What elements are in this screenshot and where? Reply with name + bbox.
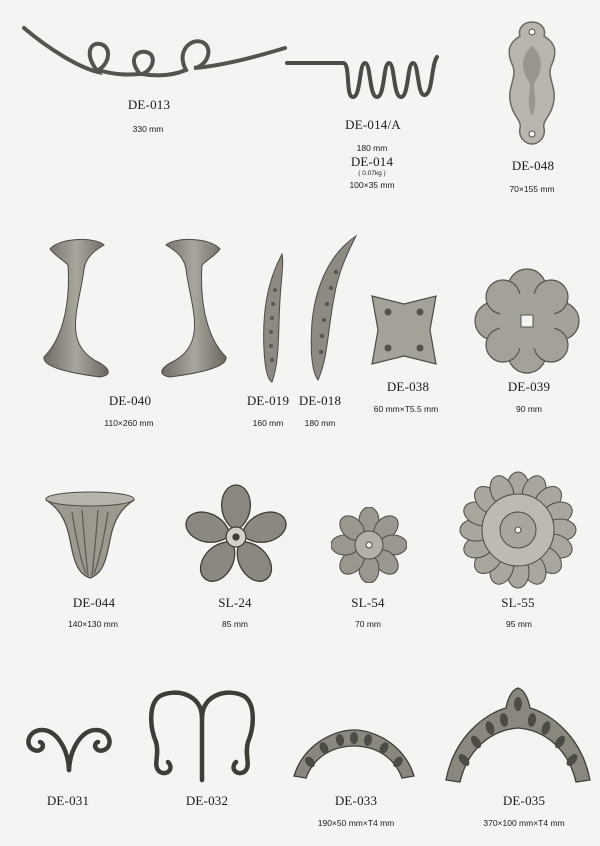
double-scroll-small-icon (16, 718, 122, 774)
product-code: DE-048 (511, 158, 555, 173)
product-weight: ( 0.07kg ) (358, 170, 386, 177)
product-code: DE-032 (185, 793, 229, 808)
product-code: DE-038 (386, 379, 430, 394)
product-size: 90 mm (516, 404, 542, 414)
product-size: 370×100 mm×T4 mm (483, 818, 565, 828)
product-code: DE-040 (108, 393, 152, 408)
horn-pair-icon (40, 235, 230, 385)
product-size: 85 mm (222, 619, 248, 629)
product-code: DE-013 (127, 97, 171, 112)
product-size: 110×260 mm (104, 418, 154, 428)
product-size: 60 mm×T5.5 mm (373, 404, 439, 414)
product-size: 100×35 mm (349, 180, 395, 190)
leaf-blade-long-icon (298, 232, 360, 384)
five-petal-flower-icon (180, 483, 292, 591)
product-size: 160 mm (252, 418, 284, 428)
product-code: DE-014/A (345, 117, 401, 132)
arc-ornament-icon (288, 724, 420, 780)
product-code: DE-033 (334, 793, 378, 808)
scroll-vine-icon (20, 20, 290, 90)
square-plate-icon (368, 292, 440, 367)
product-size: 140×130 mm (68, 619, 118, 629)
product-size: 180 mm (304, 418, 336, 428)
flower-plate-icon (474, 268, 580, 374)
leaf-blade-icon (248, 250, 288, 385)
product-code: SL-24 (218, 595, 252, 610)
product-code: DE-014 (350, 154, 394, 169)
product-code: DE-019 (246, 393, 290, 408)
product-size: 70 mm (355, 619, 381, 629)
rosette-small-icon (331, 507, 407, 583)
product-code: DE-031 (46, 793, 90, 808)
product-size: 330 mm (132, 124, 164, 134)
product-size: 190×50 mm×T4 mm (317, 818, 395, 828)
product-code: SL-55 (501, 595, 535, 610)
product-code: SL-54 (351, 595, 385, 610)
rosette-large-icon (453, 471, 583, 589)
product-code: DE-018 (298, 393, 342, 408)
crown-arc-icon (440, 684, 596, 784)
coil-spring-icon (285, 45, 445, 105)
product-size: 180 mm (356, 143, 388, 153)
keyhole-plate-icon (498, 20, 566, 145)
product-size: 95 mm (506, 619, 532, 629)
product-code: DE-035 (502, 793, 546, 808)
product-size: 70×155 mm (509, 184, 555, 194)
product-code: DE-044 (72, 595, 116, 610)
product-code: DE-039 (507, 379, 551, 394)
double-scroll-tall-icon (146, 684, 258, 784)
bracket-cup-icon (42, 488, 138, 583)
